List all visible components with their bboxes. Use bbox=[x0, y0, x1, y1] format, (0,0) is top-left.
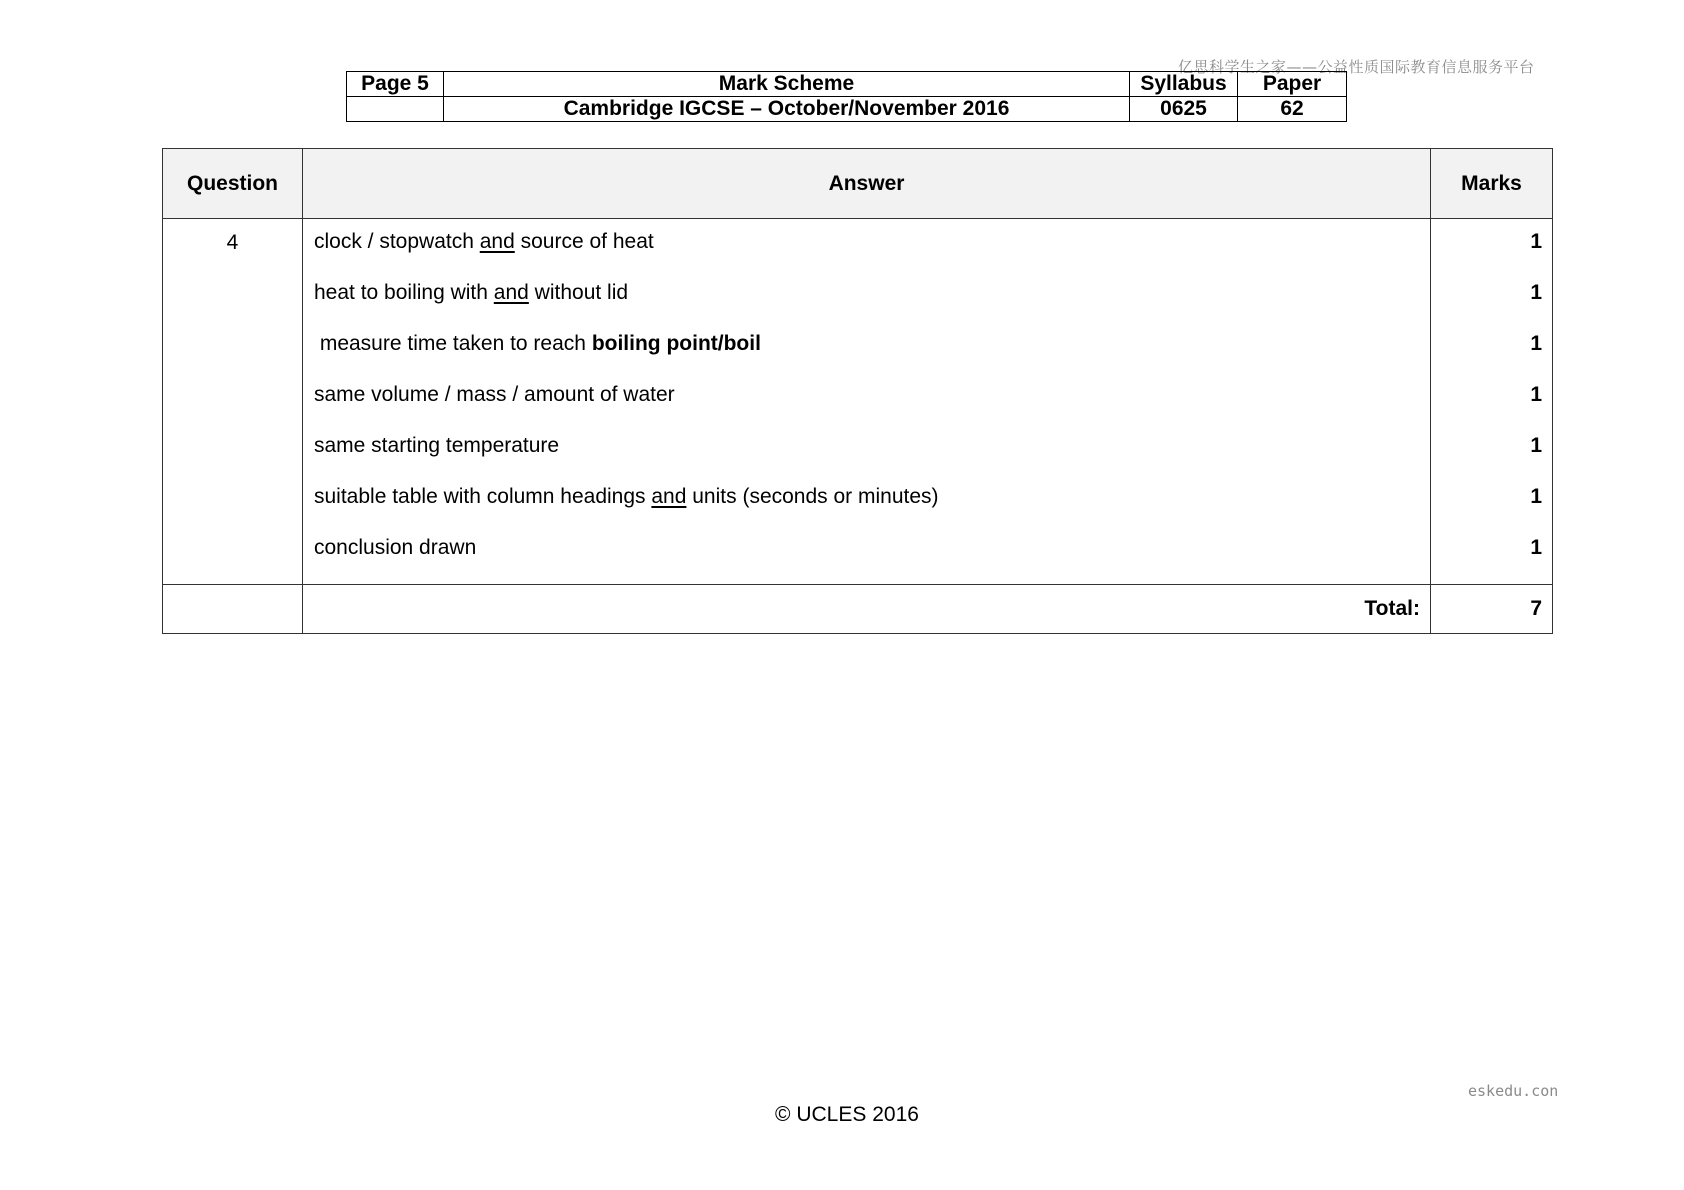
exam-session: Cambridge IGCSE – October/November 2016 bbox=[444, 97, 1130, 122]
syllabus-code: 0625 bbox=[1130, 97, 1238, 122]
total-value: 7 bbox=[1431, 585, 1553, 634]
mark-value: 1 bbox=[1530, 434, 1542, 457]
total-label: Total: bbox=[303, 585, 1431, 634]
page-number: Page 5 bbox=[347, 72, 444, 97]
answer-list bbox=[303, 219, 1431, 585]
mark-value: 1 bbox=[1530, 383, 1542, 406]
watermark-top: 亿思科学生之家——公益性质国际教育信息服务平台 bbox=[1178, 58, 1535, 76]
answer-header: Answer bbox=[303, 149, 1431, 219]
answer-line: suitable table with column headings and units (seconds or minutes) bbox=[314, 485, 939, 508]
mark-value: 1 bbox=[1530, 230, 1542, 253]
empty-cell bbox=[347, 97, 444, 122]
paper-label: Paper bbox=[1238, 72, 1347, 97]
marks-header: Marks bbox=[1431, 149, 1553, 219]
copyright-footer: © UCLES 2016 bbox=[775, 1103, 919, 1126]
mark-value: 1 bbox=[1530, 536, 1542, 559]
syllabus-label: Syllabus bbox=[1130, 72, 1238, 97]
watermark-bottom: eskedu.con bbox=[1468, 1082, 1559, 1100]
answer-table bbox=[162, 148, 1553, 634]
answer-line: same starting temperature bbox=[314, 434, 560, 457]
answer-line: clock / stopwatch and source of heat bbox=[314, 230, 654, 253]
table-row bbox=[163, 219, 1553, 585]
answer-line: same volume / mass / amount of water bbox=[314, 383, 675, 406]
answer-line: measure time taken to reach boiling point/boil bbox=[314, 332, 761, 355]
question-header: Question bbox=[163, 149, 303, 219]
answer-line: heat to boiling with and without lid bbox=[314, 281, 629, 304]
document-title: Mark Scheme bbox=[444, 72, 1130, 97]
mark-value: 1 bbox=[1530, 281, 1542, 304]
total-row bbox=[163, 585, 1553, 634]
answer-line: conclusion drawn bbox=[314, 536, 477, 559]
mark-value: 1 bbox=[1530, 332, 1542, 355]
empty-cell bbox=[163, 585, 303, 634]
mark-scheme-header bbox=[346, 71, 1347, 122]
marks-list bbox=[1431, 219, 1553, 585]
question-number: 4 bbox=[163, 219, 303, 585]
paper-number: 62 bbox=[1238, 97, 1347, 122]
mark-value: 1 bbox=[1530, 485, 1542, 508]
